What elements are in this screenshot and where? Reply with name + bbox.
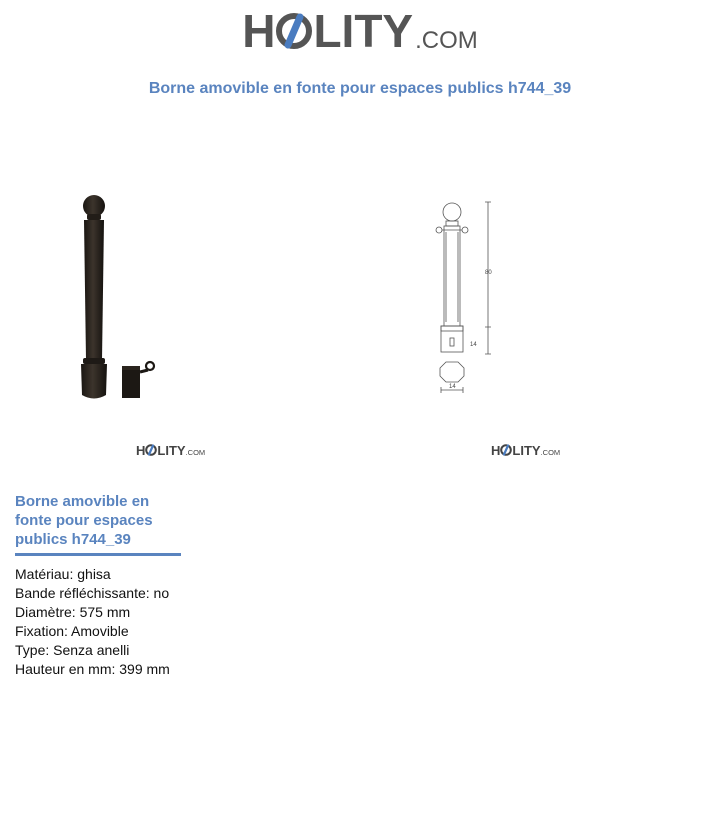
spec-type: Type: Senza anelli xyxy=(15,642,130,658)
image-watermark-logo xyxy=(491,444,560,457)
dim-label-width: 14 xyxy=(449,384,456,390)
site-logo[interactable] xyxy=(0,5,720,70)
logo-text-h: H xyxy=(136,443,146,458)
logo-o-icon xyxy=(145,444,157,456)
product-title: Borne amovible en fonte pour espaces publics h744_39 xyxy=(15,493,153,548)
logo-text-h: H xyxy=(242,5,276,57)
dim-label-base: 14 xyxy=(470,342,477,348)
spec-list xyxy=(15,565,170,679)
logo-text-com: .COM xyxy=(415,27,478,54)
spec-diameter: Diamètre: 575 mm xyxy=(15,604,131,620)
spec-material: Matériau: ghisa xyxy=(15,566,111,582)
logo-text-com: .COM xyxy=(185,448,206,457)
technical-drawing xyxy=(428,192,508,397)
spec-reflective-band: Bande réfléchissante: no xyxy=(15,585,170,601)
logo-text-lity: LITY xyxy=(512,443,541,458)
logo-o-icon xyxy=(276,13,312,49)
product-photo xyxy=(72,190,172,405)
logo-o-icon xyxy=(500,444,512,456)
logo-text-lity: LITY xyxy=(313,5,414,57)
logo-text-lity: LITY xyxy=(157,443,186,458)
dim-label-height: 80 xyxy=(485,270,492,276)
logo-text-h: H xyxy=(491,443,501,458)
image-watermark-logo xyxy=(136,444,205,457)
spec-fixation: Fixation: Amovible xyxy=(15,623,129,639)
logo-text-com: .COM xyxy=(540,448,561,457)
spec-height: Hauteur en mm: 399 mm xyxy=(15,661,170,677)
title-divider xyxy=(15,553,181,556)
page-title: Borne amovible en fonte pour espaces publics h744_39 xyxy=(148,80,572,97)
